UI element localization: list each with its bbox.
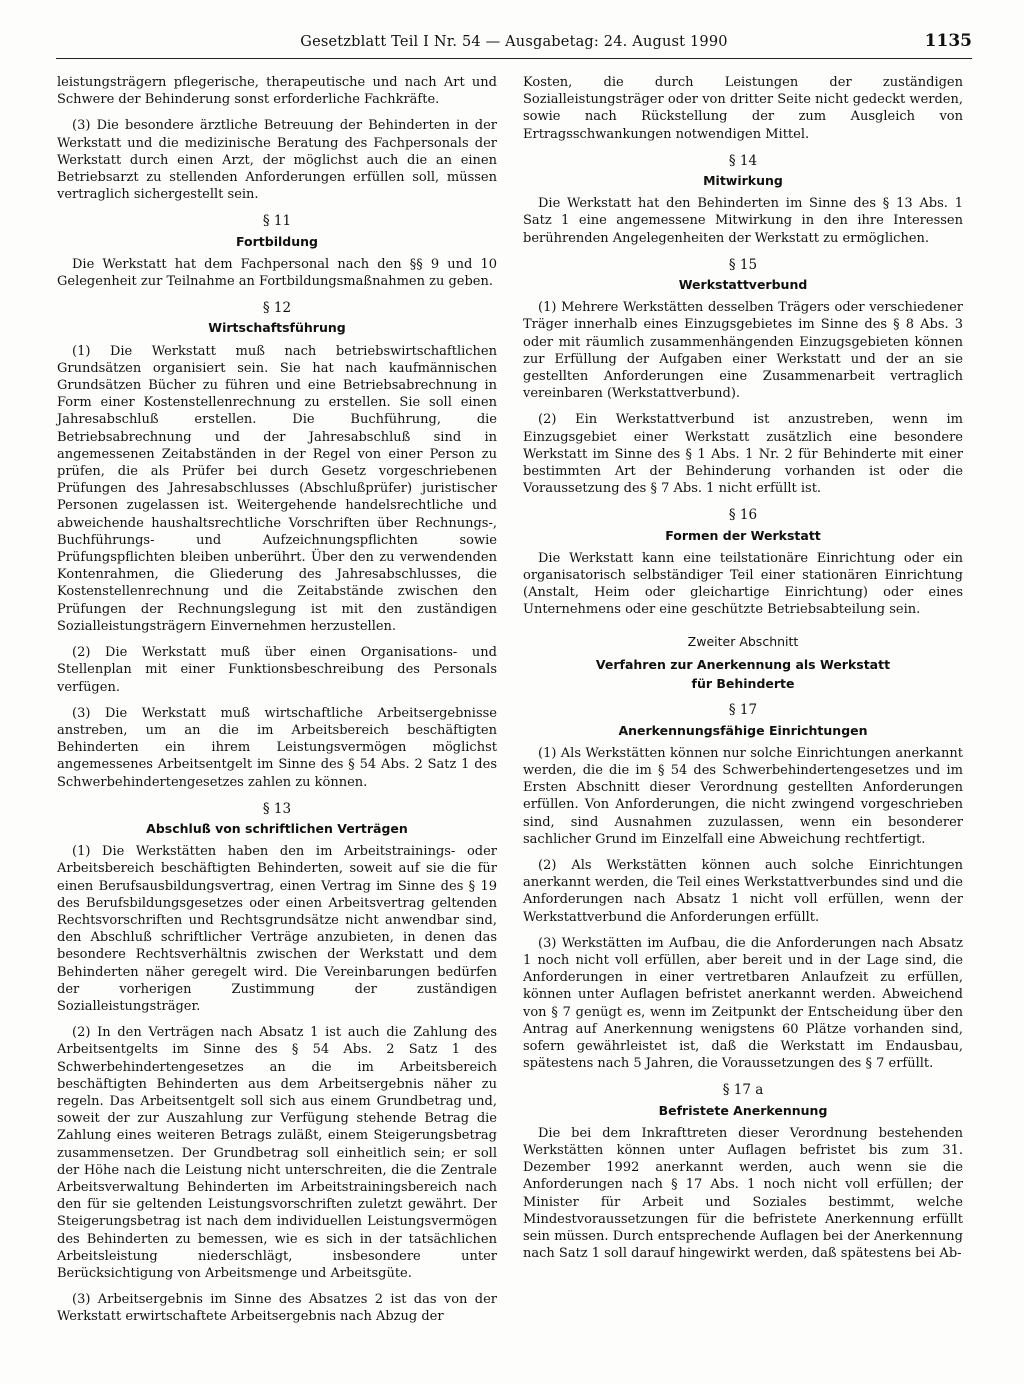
section-number: § 14 xyxy=(728,152,758,169)
section-title: Fortbildung xyxy=(236,233,318,249)
section-number: § 16 xyxy=(728,507,758,524)
chapter-label: Zweiter Abschnitt xyxy=(687,633,799,649)
section-number: § 11 xyxy=(262,213,292,230)
page-number: 1135 xyxy=(924,31,972,51)
header-title: Gesetzblatt Teil I Nr. 54 — Ausgabetag: 24. August 1990 xyxy=(300,34,728,50)
section-title: Wirtschaftsführung xyxy=(208,320,346,336)
section-number: § 17 xyxy=(728,702,758,719)
chapter-title-line2: für Behinderte xyxy=(691,676,795,692)
section-number: § 13 xyxy=(262,800,292,817)
section-title: Mitwirkung xyxy=(703,173,783,189)
paragraph: (1) Die Werkstätten haben den im Arbeitstrainings- oder Arbeitsbereich beschäftigten Behinderten, soweit auf sie die für einen Berufsausbildungsvertrag, einen Vertrag im Sinne des § 19 des Berufsbildungsgesetzes oder einen Arbeitsvertrag geltenden Rechtsvorschriften und Rechtsgrundsätze nicht anwendbar sind, den Abschluß schriftlicher Verträge anzubieten, in denen das besondere Rechtsverhältnis zwischen der Werkstatt und dem Behinderten näher geregelt wird. Die Vereinbarungen bedürfen der vorherigen Zustimmung der zuständigen Sozialleistungsträger. xyxy=(57,844,497,1014)
paragraph: Die Werkstatt kann eine teilstationäre Einrichtung oder ein organisatorisch selbständiger Teil einer stationären Einrichtung (Anstalt, Heim oder gleichartige Einrichtung) oder eines Unternehmens oder eine geschützte Betriebsabteilung sein. xyxy=(523,550,963,618)
chapter-title: Verfahren zur Anerkennung als Werkstatt xyxy=(595,656,891,672)
section-number: § 12 xyxy=(262,300,292,317)
paragraph: (2) Ein Werkstattverbund ist anzustreben, wenn im Einzugsgebiet einer Werkstatt zusätzlich eine besondere Werkstatt im Sinne des § 1 Abs. 1 Nr. 2 für Behinderte mit einer bestimmten Art der Behinderung vorhanden ist oder die Voraussetzung des § 7 Abs. 1 nicht erfüllt ist. xyxy=(523,412,963,497)
section-title: Befristete Anerkennung xyxy=(658,1102,828,1118)
paragraph: (3) Arbeitsergebnis im Sinne des Absatzes 2 ist das von der Werkstatt erwirtschaftete Arbeitsergebnis nach Abzug der xyxy=(57,1292,497,1325)
section-number: § 17 a xyxy=(722,1082,764,1099)
paragraph: Die Werkstatt hat den Behinderten im Sinne des § 13 Abs. 1 Satz 1 eine angemessene Mitwirkung in den ihre Interessen berührenden Angelegenheiten der Werkstatt zu ermöglichen. xyxy=(523,196,963,246)
section-title: Anerkennungsfähige Einrichtungen xyxy=(618,722,868,738)
paragraph: Die bei dem Inkrafttreten dieser Verordnung bestehenden Werkstätten können unter Auflagen befristet bis zum 31. Dezember 1992 anerkannt werden, auch wenn sie die Anforderungen nach § 17 Abs. 1 noch nicht voll erfüllen; der Minister für Arbeit und Soziales bestimmt, welche Mindestvoraussetzungen für die befristete Anerkennung erfüllt sein müssen. Durch entsprechende Auflagen bei der Anerkennung nach Satz 1 soll darauf hingewirkt werden, daß spätestens bei Ab- xyxy=(523,1125,963,1262)
paragraph: (1) Die Werkstatt muß nach betriebswirtschaftlichen Grundsätzen organisiert sein. Sie hat nach kaufmännischen Grundsätzen Bücher zu führen und eine Betriebsabrechnung in Form einer Kostenstellenrechnung zu erstellen. Sie soll einen Jahresabschluß erstellen. Die Buchführung, die Betriebsabrechnung und der Jahresabschluß sind in angemessenen Zeitabständen in der Regel von einer Person zu prüfen, die als Prüfer bei durch Gesetz vorgeschriebenen Prüfungen des Jahresabschlusses (Abschlußprüfer) juristischer Personen zugelassen ist. Weitergehende handelsrechtliche und abweichende haushaltsrechtliche Vorschriften über Rechnungs-, Buchführungs- und Aufzeichnungspflichten sowie Prüfungspflichten bleiben unberührt. Über den zu verwendenden Kontenrahmen, die Gliederung des Jahresabschlusses, die Kostenstellenrechnung und die Zeitabstände zwischen den Prüfungen der Rechnungslegung ist mit den zuständigen Sozialleistungsträgern Einvernehmen herzustellen. xyxy=(57,343,497,634)
section-title: Abschluß von schriftlichen Verträgen xyxy=(146,820,408,836)
section-title: Werkstattverbund xyxy=(678,277,808,293)
paragraph: (3) Werkstätten im Aufbau, die die Anforderungen nach Absatz 1 noch nicht voll erfüllen, aber bereit und in der Lage sind, die Anforderungen in einer vertretbaren Anlaufzeit zu erfüllen, können unter Auflagen befristet anerkannt werden. Abweichend von § 7 genügt es, wenn im Zeitpunkt der Entscheidung über den Antrag auf Anerkennung wenigstens 60 Plätze vorhanden sind, sofern gewährleistet ist, daß die Werkstatt im Endausbau, spätestens nach 5 Jahren, die Voraussetzungen des § 7 erfüllt. xyxy=(523,935,963,1072)
left-column xyxy=(57,74,497,1335)
paragraph: (2) In den Verträgen nach Absatz 1 ist auch die Zahlung des Arbeitsentgelts im Sinne des § 54 Abs. 2 Satz 1 des Schwerbehindertengesetzes an die im Arbeitsbereich beschäftigten Behinderten aus dem Arbeitsergebnis näher zu regeln. Das Arbeitsentgelt soll sich aus einem Grundbetrag und, soweit der zur Auszahlung zur Verfügung stehende Betrag die Zahlung eines weiteren Betrags zuläßt, einem Steigerungsbetrag zusammensetzen. Der Grundbetrag soll einheitlich sein; er soll der Höhe nach die Leistung nicht unterschreiten, die die Zentrale Arbeitsverwaltung Behinderten im Arbeitstrainingsbereich nach den für sie geltenden Leistungsvorschriften zuletzt gewährt. Der Steigerungsbetrag ist nach dem individuellen Leistungsvermögen des Behinderten zu bemessen, wie es sich in der tatsächlichen Arbeitsleistung niederschlägt, insbesondere unter Berücksichtigung von Arbeitsmenge und Arbeitsgüte. xyxy=(57,1025,497,1281)
paragraph: Kosten, die durch Leistungen der zuständigen Sozialleistungsträger oder von dritter Seite nicht gedeckt werden, sowie nach Rückstellung der zum Ausgleich von Ertragsschwankungen notwendigen Mittel. xyxy=(523,75,963,142)
running-header xyxy=(56,28,972,59)
paragraph: (3) Die Werkstatt muß wirtschaftliche Arbeitsergebnisse anstreben, um an die im Arbeitsbereich beschäftigten Behinderten ein ihrem Leistungsvermögen möglichst angemessenes Arbeitsentgelt im Sinne des § 54 Abs. 2 Satz 1 des Schwerbehindertengesetzes zahlen zu können. xyxy=(57,705,497,790)
paragraph: Die Werkstatt hat dem Fachpersonal nach den §§ 9 und 10 Gelegenheit zur Teilnahme an Fortbildungsmaßnahmen zu geben. xyxy=(57,256,497,290)
paragraph: leistungsträgern pflegerische, therapeutische und nach Art und Schwere der Behinderung sonst erforderliche Fachkräfte. xyxy=(57,75,497,108)
paragraph: (2) Die Werkstatt muß über einen Organisations- und Stellenplan mit einer Funktionsbeschreibung des Personals verfügen. xyxy=(57,645,497,695)
section-number: § 15 xyxy=(728,256,758,273)
paragraph: (1) Mehrere Werkstätten desselben Trägers oder verschiedener Träger innerhalb eines Einzugsgebietes im Sinne des § 8 Abs. 3 oder mit räumlich zusammenhängenden Einzugsgebieten können zur Erfüllung der Aufgaben einer Werkstatt und der an sie gestellten Anforderungen eine Zusammenarbeit vertraglich vereinbaren (Werkstattverbund). xyxy=(523,300,963,402)
right-column xyxy=(523,74,963,1271)
section-title: Formen der Werkstatt xyxy=(665,527,821,543)
paragraph: (2) Als Werkstätten können auch solche Einrichtungen anerkannt werden, die Teil eines Werkstattverbundes sind und die Anforderungen nach Absatz 1 nicht voll erfüllen, wenn der Werkstattverbund die Anforderungen erfüllt. xyxy=(523,857,963,925)
paragraph: (1) Als Werkstätten können nur solche Einrichtungen anerkannt werden, die die im § 54 des Schwerbehindertengesetzes und im Ersten Abschnitt dieser Verordnung gestellten Anforderungen erfüllen. Von Anforderungen, die nicht zwingend vorgeschrieben sind, sind Ausnahmen zuzulassen, wenn ein besonderer sachlicher Grund im Einzelfall eine Abweichung rechtfertigt. xyxy=(523,745,963,847)
paragraph: (3) Die besondere ärztliche Betreuung der Behinderten in der Werkstatt und die medizinische Beratung des Fachpersonals der Werkstatt durch einen Arzt, der möglichst auch die an einen Betriebsarzt zu stellenden Anforderungen erfüllen soll, müssen vertraglich sichergestellt sein. xyxy=(57,118,497,203)
